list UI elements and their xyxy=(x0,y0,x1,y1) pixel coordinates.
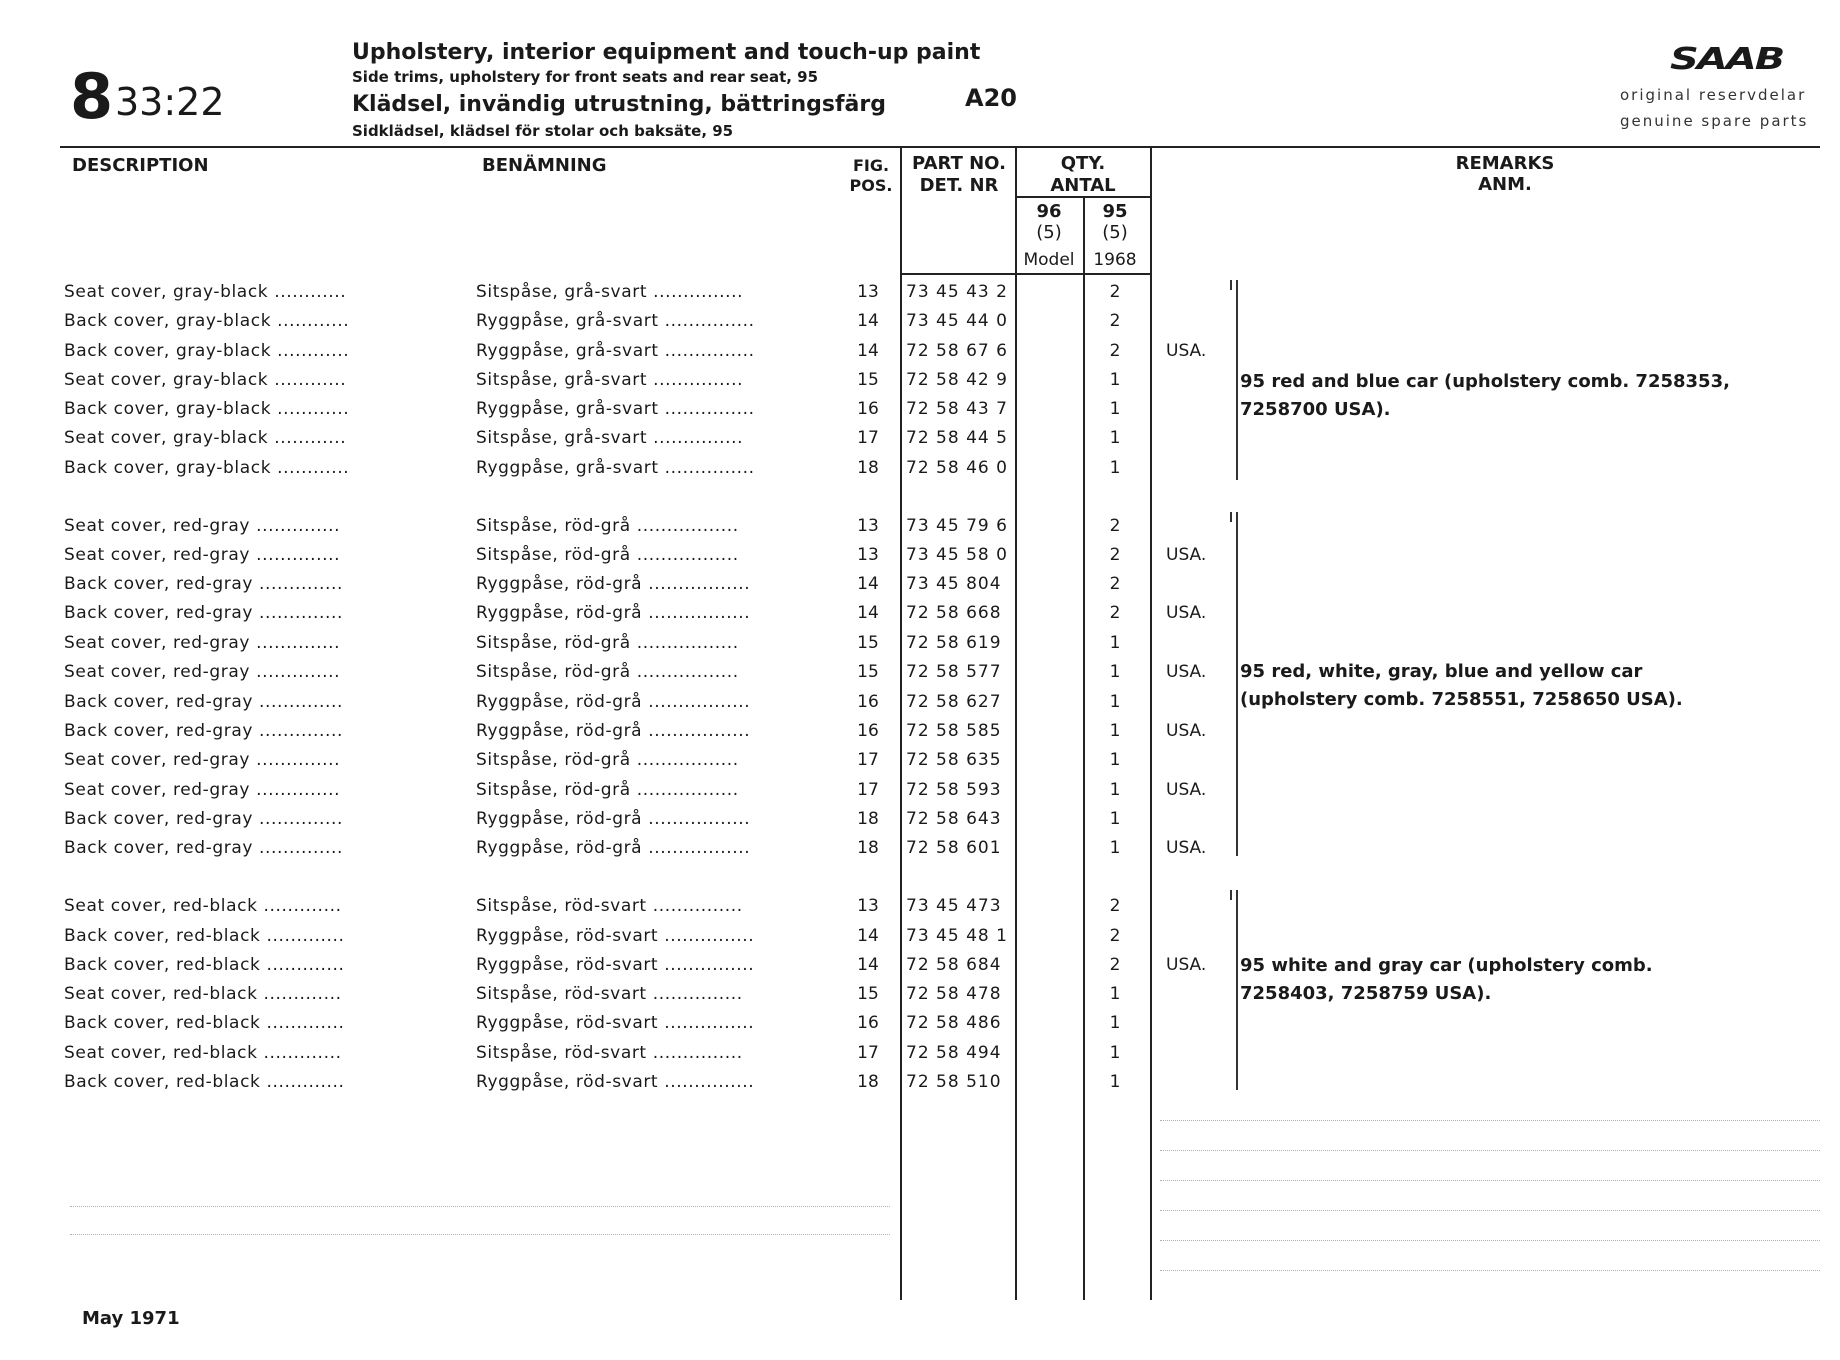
cell-qty-95: 1 xyxy=(1109,1043,1121,1063)
cell-qty-95: 1 xyxy=(1109,370,1121,390)
cell-qty-95: 2 xyxy=(1109,282,1121,302)
table-row xyxy=(0,1039,1840,1068)
table-row xyxy=(0,922,1840,951)
cell-qty-95: 2 xyxy=(1109,516,1121,536)
col-description: DESCRIPTION xyxy=(72,155,209,176)
col-antal: ANTAL xyxy=(1050,175,1116,196)
group-note-line: 95 red and blue car (upholstery comb. 7258353, xyxy=(1240,371,1730,392)
cell-remark: USA. xyxy=(1166,662,1207,682)
cell-benamning: Ryggpåse, röd-svart ............... xyxy=(476,926,755,946)
cell-qty-95: 2 xyxy=(1109,955,1121,975)
cell-qty-95: 1 xyxy=(1109,780,1121,800)
cell-qty-95: 2 xyxy=(1109,896,1121,916)
cell-part-no: 72 58 494 xyxy=(906,1043,1002,1063)
cell-fig: 14 xyxy=(857,926,879,946)
cell-description: Seat cover, red-black ............. xyxy=(64,984,342,1004)
title-sv: Klädsel, invändig utrustning, bättringsfärg xyxy=(352,92,886,117)
cell-description: Seat cover, red-gray .............. xyxy=(64,545,341,565)
cell-description: Back cover, red-black ............. xyxy=(64,1013,345,1033)
cell-description: Back cover, gray-black ............ xyxy=(64,341,350,361)
cell-benamning: Sitspåse, röd-grå ................. xyxy=(476,633,739,653)
cell-part-no: 73 45 473 xyxy=(906,896,1002,916)
table-row xyxy=(0,1009,1840,1038)
group-note-line: 7258700 USA). xyxy=(1240,399,1391,420)
cell-fig: 14 xyxy=(857,574,879,594)
cell-benamning: Sitspåse, röd-grå ................. xyxy=(476,545,739,565)
table-row xyxy=(0,980,1840,1009)
col-qty: QTY. xyxy=(1060,153,1106,174)
cell-qty-95: 1 xyxy=(1109,692,1121,712)
table-row xyxy=(0,805,1840,834)
col-pos: POS. xyxy=(849,176,893,195)
table-row xyxy=(0,366,1840,395)
cell-benamning: Ryggpåse, röd-grå ................. xyxy=(476,809,751,829)
cell-part-no: 72 58 510 xyxy=(906,1072,1002,1092)
cell-qty-95: 1 xyxy=(1109,750,1121,770)
cell-description: Seat cover, red-gray .............. xyxy=(64,662,341,682)
group-note-line: 95 white and gray car (upholstery comb. xyxy=(1240,955,1653,976)
cell-benamning: Sitspåse, grå-svart ............... xyxy=(476,428,744,448)
col-qty-96: 96 xyxy=(1036,201,1062,222)
cell-qty-95: 1 xyxy=(1109,662,1121,682)
cell-description: Seat cover, gray-black ............ xyxy=(64,370,347,390)
cell-part-no: 72 58 478 xyxy=(906,984,1002,1004)
cell-description: Seat cover, red-black ............. xyxy=(64,1043,342,1063)
table-row xyxy=(0,629,1840,658)
cell-remark: USA. xyxy=(1166,603,1207,623)
cell-fig: 18 xyxy=(857,458,879,478)
cell-description: Back cover, gray-black ............ xyxy=(64,311,350,331)
cell-part-no: 73 45 804 xyxy=(906,574,1002,594)
cell-benamning: Ryggpåse, grå-svart ............... xyxy=(476,399,755,419)
cell-benamning: Ryggpåse, grå-svart ............... xyxy=(476,311,755,331)
cell-qty-95: 1 xyxy=(1109,458,1121,478)
cell-part-no: 72 58 585 xyxy=(906,721,1002,741)
table-row xyxy=(0,424,1840,453)
table-row xyxy=(0,512,1840,541)
table-row xyxy=(0,776,1840,805)
cell-fig: 15 xyxy=(857,633,879,653)
cell-qty-95: 1 xyxy=(1109,721,1121,741)
cell-qty-95: 2 xyxy=(1109,545,1121,565)
cell-fig: 17 xyxy=(857,428,879,448)
cell-description: Back cover, gray-black ............ xyxy=(64,399,350,419)
table-row xyxy=(0,1068,1840,1097)
table-row xyxy=(0,688,1840,717)
page-number: 8 xyxy=(70,60,113,133)
title-en: Upholstery, interior equipment and touch-up paint xyxy=(352,40,981,65)
cell-fig: 13 xyxy=(857,545,879,565)
tagline-en: genuine spare parts xyxy=(1620,112,1809,130)
cell-remark: USA. xyxy=(1166,721,1207,741)
group-note-line: 95 red, white, gray, blue and yellow car xyxy=(1240,661,1643,682)
cell-description: Back cover, red-gray .............. xyxy=(64,809,344,829)
cell-part-no: 73 45 43 2 xyxy=(906,282,1008,302)
guide-line xyxy=(1160,1120,1820,1121)
cell-qty-95: 2 xyxy=(1109,926,1121,946)
cell-part-no: 73 45 48 1 xyxy=(906,926,1008,946)
guide-line xyxy=(1160,1270,1820,1271)
cell-qty-95: 1 xyxy=(1109,1013,1121,1033)
group-note-line: (upholstery comb. 7258551, 7258650 USA). xyxy=(1240,689,1683,710)
guide-line xyxy=(70,1206,890,1207)
cell-fig: 18 xyxy=(857,809,879,829)
cell-fig: 15 xyxy=(857,662,879,682)
header-rule xyxy=(60,146,1820,148)
table-row xyxy=(0,834,1840,863)
cell-qty-95: 2 xyxy=(1109,341,1121,361)
col-qty-96-sub: (5) xyxy=(1036,222,1062,243)
cell-part-no: 72 58 67 6 xyxy=(906,341,1008,361)
guide-line xyxy=(1160,1210,1820,1211)
cell-part-no: 72 58 619 xyxy=(906,633,1002,653)
cell-remark: USA. xyxy=(1166,341,1207,361)
cell-qty-95: 1 xyxy=(1109,633,1121,653)
col-anm: ANM. xyxy=(1478,174,1532,195)
cell-qty-95: 2 xyxy=(1109,311,1121,331)
tagline-sv: original reservdelar xyxy=(1620,86,1807,104)
cell-remark: USA. xyxy=(1166,780,1207,800)
guide-line xyxy=(1160,1150,1820,1151)
cell-description: Back cover, red-black ............. xyxy=(64,1072,345,1092)
table-row xyxy=(0,541,1840,570)
cell-part-no: 72 58 635 xyxy=(906,750,1002,770)
col-benamning: BENÄMNING xyxy=(482,155,607,176)
cell-description: Back cover, red-gray .............. xyxy=(64,603,344,623)
cell-benamning: Sitspåse, röd-svart ............... xyxy=(476,1043,743,1063)
col-fig: FIG. xyxy=(852,156,890,175)
cell-part-no: 72 58 46 0 xyxy=(906,458,1008,478)
cell-qty-95: 1 xyxy=(1109,1072,1121,1092)
cell-qty-95: 1 xyxy=(1109,399,1121,419)
cell-remark: USA. xyxy=(1166,955,1207,975)
cell-fig: 18 xyxy=(857,838,879,858)
cell-part-no: 72 58 601 xyxy=(906,838,1002,858)
model-code: A20 xyxy=(965,84,1017,112)
cell-qty-95: 2 xyxy=(1109,574,1121,594)
cell-benamning: Ryggpåse, röd-svart ............... xyxy=(476,1013,755,1033)
cell-part-no: 72 58 577 xyxy=(906,662,1002,682)
table-row xyxy=(0,454,1840,483)
table-row xyxy=(0,951,1840,980)
cell-description: Back cover, red-black ............. xyxy=(64,955,345,975)
cell-fig: 15 xyxy=(857,984,879,1004)
cell-fig: 14 xyxy=(857,603,879,623)
cell-description: Back cover, red-gray .............. xyxy=(64,692,344,712)
cell-description: Seat cover, red-gray .............. xyxy=(64,633,341,653)
cell-description: Back cover, red-gray .............. xyxy=(64,721,344,741)
cell-fig: 16 xyxy=(857,399,879,419)
cell-description: Back cover, red-gray .............. xyxy=(64,838,344,858)
col-det-nr: DET. NR xyxy=(919,175,999,196)
table-row xyxy=(0,746,1840,775)
cell-part-no: 73 45 79 6 xyxy=(906,516,1008,536)
cell-benamning: Sitspåse, röd-grå ................. xyxy=(476,516,739,536)
cell-fig: 16 xyxy=(857,721,879,741)
cell-fig: 16 xyxy=(857,692,879,712)
cell-part-no: 72 58 593 xyxy=(906,780,1002,800)
cell-description: Back cover, gray-black ............ xyxy=(64,458,350,478)
cell-benamning: Sitspåse, röd-grå ................. xyxy=(476,662,739,682)
cell-part-no: 72 58 43 7 xyxy=(906,399,1008,419)
cell-part-no: 72 58 643 xyxy=(906,809,1002,829)
cell-benamning: Ryggpåse, röd-svart ............... xyxy=(476,1072,755,1092)
cell-fig: 13 xyxy=(857,516,879,536)
guide-line xyxy=(1160,1240,1820,1241)
cell-benamning: Ryggpåse, grå-svart ............... xyxy=(476,458,755,478)
cell-fig: 13 xyxy=(857,282,879,302)
cell-benamning: Ryggpåse, röd-grå ................. xyxy=(476,838,751,858)
cell-benamning: Ryggpåse, röd-svart ............... xyxy=(476,955,755,975)
cell-benamning: Ryggpåse, röd-grå ................. xyxy=(476,721,751,741)
saab-logo: SAAB xyxy=(1670,42,1784,77)
cell-benamning: Ryggpåse, röd-grå ................. xyxy=(476,574,751,594)
cell-part-no: 73 45 44 0 xyxy=(906,311,1008,331)
cell-qty-95: 1 xyxy=(1109,809,1121,829)
cell-benamning: Sitspåse, röd-grå ................. xyxy=(476,780,739,800)
col-qty-95-sub: (5) xyxy=(1102,222,1128,243)
cell-description: Back cover, red-gray .............. xyxy=(64,574,344,594)
table-row xyxy=(0,599,1840,628)
cell-remark: USA. xyxy=(1166,545,1207,565)
subtitle-sv: Sidklädsel, klädsel för stolar och baksäte, 95 xyxy=(352,122,734,140)
cell-description: Back cover, red-black ............. xyxy=(64,926,345,946)
table-row xyxy=(0,395,1840,424)
cell-fig: 14 xyxy=(857,311,879,331)
col-model-year: 1968 xyxy=(1093,250,1137,270)
cell-benamning: Sitspåse, röd-grå ................. xyxy=(476,750,739,770)
cell-part-no: 72 58 684 xyxy=(906,955,1002,975)
table-row xyxy=(0,717,1840,746)
cell-description: Seat cover, red-black ............. xyxy=(64,896,342,916)
cell-qty-95: 1 xyxy=(1109,838,1121,858)
cell-benamning: Sitspåse, grå-svart ............... xyxy=(476,370,744,390)
cell-part-no: 72 58 44 5 xyxy=(906,428,1008,448)
cell-fig: 15 xyxy=(857,370,879,390)
cell-part-no: 73 45 58 0 xyxy=(906,545,1008,565)
col-part-no: PART NO. xyxy=(912,153,1006,174)
cell-part-no: 72 58 42 9 xyxy=(906,370,1008,390)
table-row xyxy=(0,307,1840,336)
cell-benamning: Ryggpåse, grå-svart ............... xyxy=(476,341,755,361)
table-row xyxy=(0,658,1840,687)
header-bottom-rule xyxy=(900,273,1152,275)
table-row xyxy=(0,892,1840,921)
cell-qty-95: 2 xyxy=(1109,603,1121,623)
cell-description: Seat cover, red-gray .............. xyxy=(64,780,341,800)
cell-fig: 16 xyxy=(857,1013,879,1033)
cell-description: Seat cover, red-gray .............. xyxy=(64,516,341,536)
cell-benamning: Sitspåse, röd-svart ............... xyxy=(476,896,743,916)
cell-benamning: Ryggpåse, röd-grå ................. xyxy=(476,603,751,623)
page-section: 33:22 xyxy=(115,80,225,124)
cell-benamning: Sitspåse, röd-svart ............... xyxy=(476,984,743,1004)
table-row xyxy=(0,278,1840,307)
guide-line xyxy=(70,1234,890,1235)
qty-header-rule xyxy=(1015,196,1152,198)
cell-fig: 14 xyxy=(857,341,879,361)
cell-fig: 17 xyxy=(857,750,879,770)
cell-fig: 18 xyxy=(857,1072,879,1092)
cell-description: Seat cover, red-gray .............. xyxy=(64,750,341,770)
group-note-line: 7258403, 7258759 USA). xyxy=(1240,983,1492,1004)
cell-fig: 17 xyxy=(857,1043,879,1063)
footer-date: May 1971 xyxy=(82,1308,180,1329)
cell-benamning: Sitspåse, grå-svart ............... xyxy=(476,282,744,302)
cell-fig: 13 xyxy=(857,896,879,916)
cell-description: Seat cover, gray-black ............ xyxy=(64,428,347,448)
cell-qty-95: 1 xyxy=(1109,984,1121,1004)
cell-description: Seat cover, gray-black ............ xyxy=(64,282,347,302)
table-row xyxy=(0,570,1840,599)
col-model-label: Model xyxy=(1023,250,1075,270)
table-row xyxy=(0,337,1840,366)
cell-qty-95: 1 xyxy=(1109,428,1121,448)
col-remarks: REMARKS xyxy=(1455,153,1555,174)
col-qty-95: 95 xyxy=(1102,201,1128,222)
cell-benamning: Ryggpåse, röd-grå ................. xyxy=(476,692,751,712)
cell-part-no: 72 58 668 xyxy=(906,603,1002,623)
cell-fig: 14 xyxy=(857,955,879,975)
cell-part-no: 72 58 627 xyxy=(906,692,1002,712)
guide-line xyxy=(1160,1180,1820,1181)
cell-fig: 17 xyxy=(857,780,879,800)
cell-part-no: 72 58 486 xyxy=(906,1013,1002,1033)
cell-remark: USA. xyxy=(1166,838,1207,858)
subtitle-en: Side trims, upholstery for front seats and rear seat, 95 xyxy=(352,68,819,86)
